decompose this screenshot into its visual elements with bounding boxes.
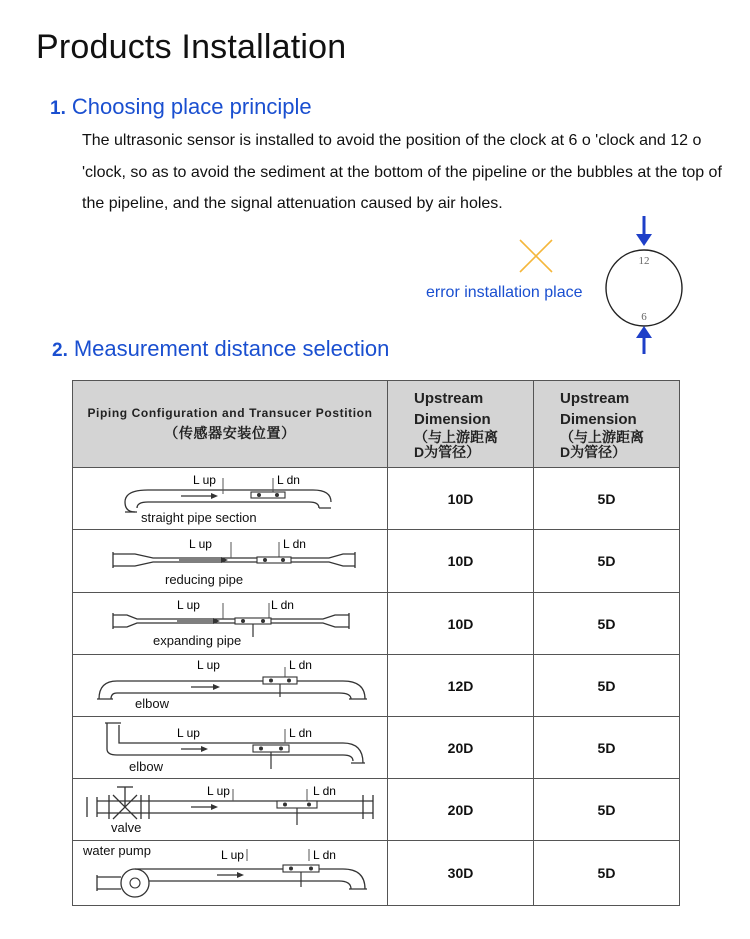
piping-diagram-reducing (73, 530, 388, 593)
piping-diagram-elbow-1 (73, 655, 388, 717)
clock-6-label: 6 (641, 311, 647, 323)
upstream-value: 20D (388, 717, 534, 779)
section-heading-1 (50, 94, 312, 120)
header-piping-configuration (73, 381, 388, 468)
piping-caption: straight pipe section (141, 510, 257, 525)
piping-diagram-straight (73, 468, 388, 530)
piping-diagram-valve (73, 779, 388, 841)
table-row (73, 655, 680, 717)
downstream-value: 5D (534, 841, 680, 906)
downstream-value: 5D (534, 593, 680, 655)
cross-icon (520, 240, 552, 272)
table-row (73, 841, 680, 906)
lup-label: L up (221, 848, 244, 862)
upstream-value: 12D (388, 655, 534, 717)
ldn-label: L dn (271, 598, 294, 612)
header-upstream-dimension (388, 381, 534, 468)
lup-label: L up (197, 658, 220, 672)
ldn-label: L dn (313, 784, 336, 798)
ldn-label: L dn (289, 726, 312, 740)
principle-paragraph: The ultrasonic sensor is installed to avoid the position of the clock at 6 o 'clock and 12 o 'clock, so as to avoid the sediment at the bottom of the pipeline or the bubbles at the top of the pipeline, and the signal attenuation caused by air holes. (82, 132, 722, 212)
header-piping-en: Piping Configuration and Transucer Postition (87, 405, 373, 420)
header-upstream-cn2: D为管径） (414, 444, 481, 460)
section-number-2: 2. (52, 340, 68, 361)
upstream-value: 20D (388, 779, 534, 841)
section-title-1: Choosing place principle (71, 94, 312, 119)
downstream-value: 5D (534, 717, 680, 779)
downstream-value: 5D (534, 779, 680, 841)
header-downstream-l1: Upstream (560, 390, 630, 407)
ldn-label: L dn (277, 473, 300, 487)
header-downstream-cn2: D为管径） (560, 444, 627, 460)
piping-diagram-pump (73, 841, 388, 906)
upstream-value: 10D (388, 530, 534, 593)
clock-12-label: 12 (638, 255, 650, 267)
header-downstream-cn1: （与上游距离 (560, 429, 644, 445)
table-row (73, 530, 680, 593)
section-heading-2 (52, 336, 389, 362)
arrow-down-icon (636, 216, 652, 246)
ldn-label: L dn (313, 848, 336, 862)
piping-caption: expanding pipe (153, 633, 242, 648)
table-row (73, 717, 680, 779)
page-title: Products Installation (36, 28, 347, 66)
arrow-up-icon (636, 326, 652, 354)
piping-diagram-expanding (73, 593, 388, 655)
error-installation-label: error installation place (426, 284, 583, 301)
downstream-value: 5D (534, 655, 680, 717)
downstream-value: 5D (534, 468, 680, 530)
upstream-value: 10D (388, 468, 534, 530)
lup-label: L up (189, 537, 212, 551)
piping-diagram-elbow-2 (73, 717, 388, 779)
elbow-pipe-icon (73, 655, 387, 716)
piping-caption: valve (111, 820, 142, 835)
lup-label: L up (207, 784, 230, 798)
header-downstream-dimension (534, 381, 680, 468)
clock-position-diagram (500, 210, 700, 360)
lup-label: L up (177, 598, 200, 612)
piping-caption: reducing pipe (165, 572, 244, 587)
table-row (73, 468, 680, 530)
lup-label: L up (177, 726, 200, 740)
downstream-value: 5D (534, 530, 680, 593)
header-upstream-l1: Upstream (414, 390, 484, 407)
section-number-1: 1. (50, 98, 66, 119)
distance-table (72, 380, 680, 906)
upstream-value: 30D (388, 841, 534, 906)
header-upstream-cn1: （与上游距离 (414, 429, 498, 445)
pump-icon (97, 869, 149, 897)
piping-caption: elbow (135, 696, 169, 711)
lup-label: L up (193, 473, 216, 487)
piping-caption: elbow (129, 759, 163, 774)
section-title-2: Measurement distance selection (73, 336, 390, 361)
table-header-row (73, 381, 680, 468)
upstream-value: 10D (388, 593, 534, 655)
piping-caption: water pump (83, 843, 151, 858)
header-downstream-l2: Dimension (560, 411, 637, 428)
elbow-pipe-icon (73, 717, 387, 778)
table-row (73, 593, 680, 655)
header-piping-cn: （传感器安装位置） (164, 424, 296, 441)
ldn-label: L dn (289, 658, 312, 672)
valve-icon (109, 787, 149, 819)
table-row (73, 779, 680, 841)
ldn-label: L dn (283, 537, 306, 551)
header-upstream-l2: Dimension (414, 411, 491, 428)
